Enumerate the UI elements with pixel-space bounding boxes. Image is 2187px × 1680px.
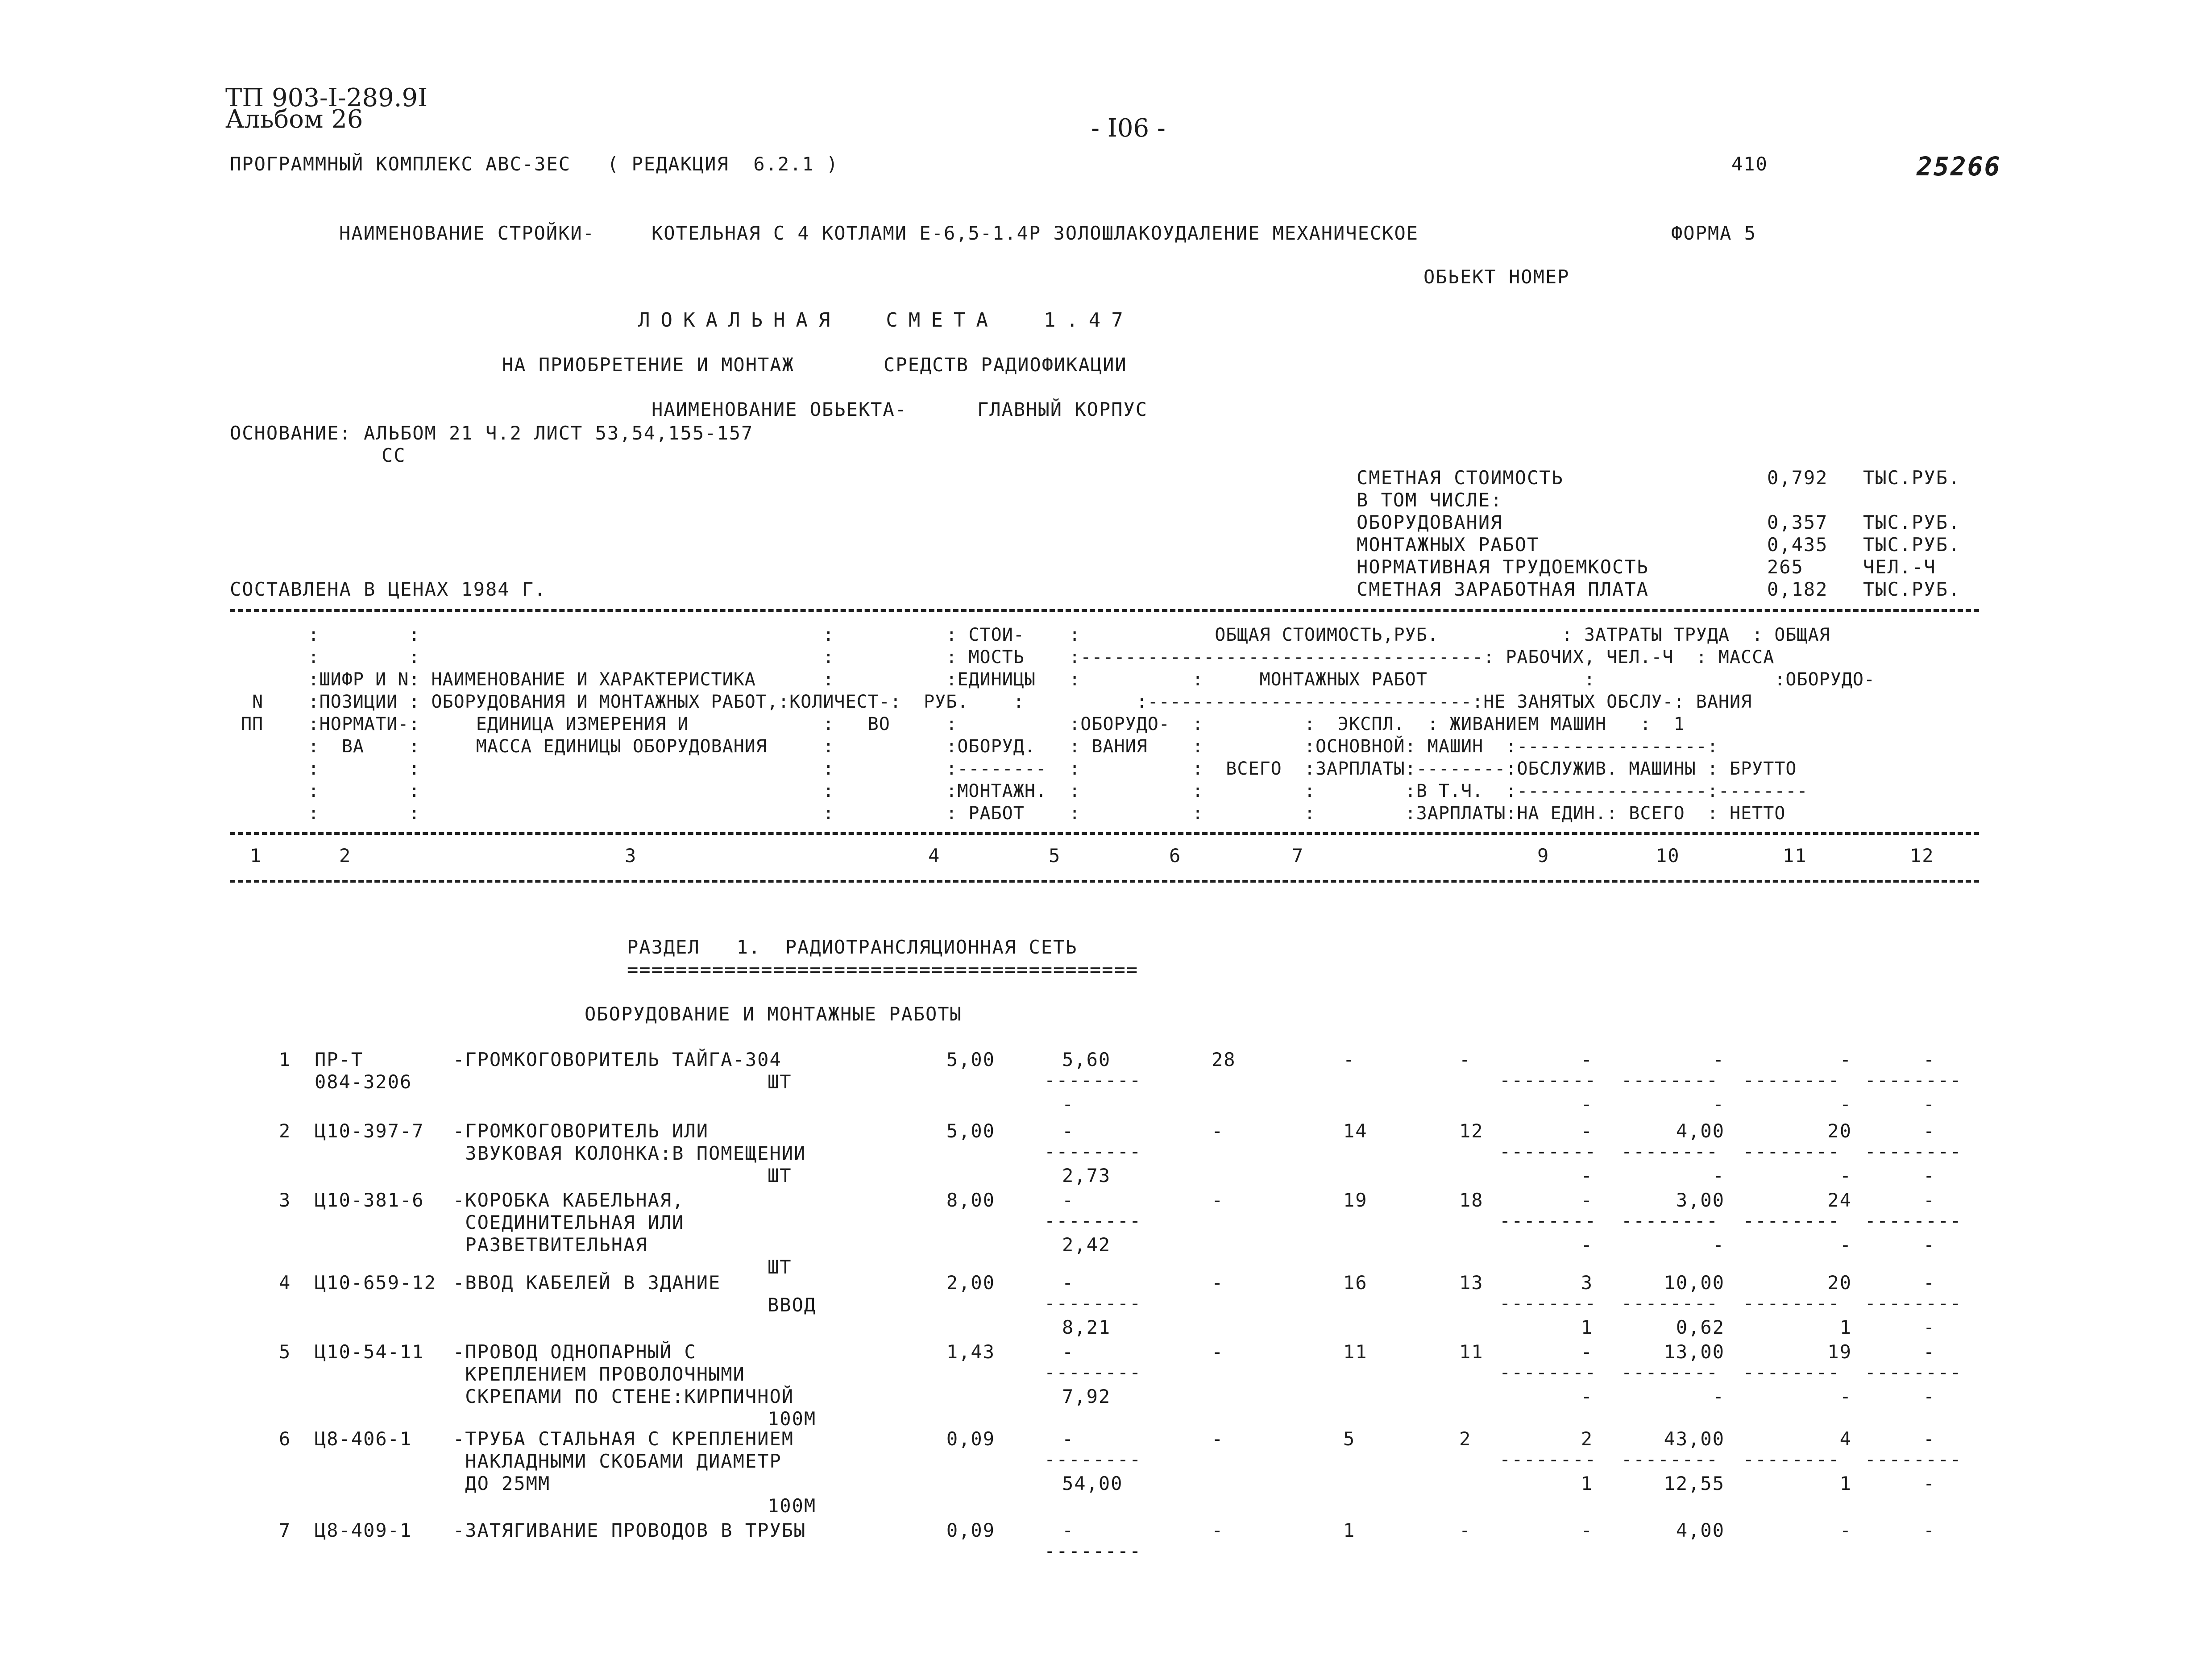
page-number: - I06 - (1091, 114, 1166, 143)
row-price-equipment: - (1062, 1341, 1075, 1363)
row-cost-equipment: - (1212, 1272, 1224, 1294)
row-quantity: 0,09 (946, 1519, 995, 1541)
column-number: 4 (928, 845, 941, 867)
row-code: Ц10-659-12 (315, 1272, 436, 1294)
row-total-2: - (1839, 1093, 1852, 1115)
estimate-row (0, 1519, 2187, 1680)
section-title: РАЗДЕЛ 1. РАДИОТРАНСЛЯЦИОННАЯ СЕТЬ (627, 936, 1078, 958)
object-number-label: ОБЬЕКТ НОМЕР (1423, 266, 1570, 288)
row-description: НАКЛАДНЫМИ СКОБАМИ ДИАМЕТР (453, 1450, 782, 1472)
section-underline: ========================================== (627, 958, 1139, 980)
row-total-2: 1 (1839, 1316, 1852, 1338)
labor-divider: -------- -------- -------- -------- (1499, 1448, 1962, 1470)
row-description: СКРЕПАМИ ПО СТЕНЕ:КИРПИЧНОЙ (453, 1385, 794, 1407)
column-number: 9 (1537, 845, 1550, 867)
row-description: ЗВУКОВАЯ КОЛОНКА:В ПОМЕЩЕНИИ (453, 1142, 806, 1164)
summary-label: СМЕТНАЯ СТОИМОСТЬ (1357, 467, 1564, 489)
row-description: РАЗВЕТВИТЕЛЬНАЯ (453, 1234, 648, 1256)
row-wage: - (1459, 1049, 1472, 1070)
header-mid-rule (230, 832, 1979, 835)
price-divider: -------- (1044, 1448, 1142, 1470)
row-cost-equipment: - (1212, 1519, 1224, 1541)
row-labor-total: 4 (1839, 1428, 1852, 1450)
row-quantity: 1,43 (946, 1341, 995, 1363)
row-machine-cost: - (1581, 1189, 1593, 1211)
row-machine-wage: - (1581, 1165, 1593, 1186)
row-code: Ц10-54-11 (315, 1341, 424, 1363)
object-name: ГЛАВНЫЙ КОРПУС (977, 398, 1148, 420)
row-machine-wage: - (1581, 1093, 1593, 1115)
prices-year: СОСТАВЛЕНА В ЦЕНАХ 1984 Г. (230, 578, 547, 600)
row-description: -ПРОВОД ОДНОПАРНЫЙ С (453, 1341, 697, 1363)
row-description: КРЕПЛЕНИЕМ ПРОВОЛОЧНЫМИ (453, 1363, 745, 1385)
table-header-line: : : : : РАБОТ : : : :ЗАРПЛАТЫ:НА ЕДИН.: ВСЕГО : НЕТТО (230, 803, 1786, 824)
row-description: -КОРОБКА КАБЕЛЬНАЯ, (453, 1189, 685, 1211)
row-mass: - (1923, 1189, 1936, 1211)
column-number: 10 (1656, 845, 1680, 867)
row-cost-equipment: - (1212, 1120, 1224, 1142)
row-machine-cost: 3 (1581, 1272, 1593, 1294)
table-header-line: N :ПОЗИЦИИ : ОБОРУДОВАНИЯ И МОНТАЖНЫХ РАБОТ,:КОЛИЧЕСТ-: РУБ. : :-----------------------------:НЕ ЗАНЯТЫХ ОБСЛУ-: ВАНИЯ (230, 692, 1752, 712)
document-title: ЛОКАЛЬНАЯ СМЕТА 1.47 (638, 309, 1134, 332)
construction-label: НАИМЕНОВАНИЕ СТРОЙКИ- (339, 222, 595, 244)
summary-label: В ТОМ ЧИСЛЕ: (1357, 489, 1503, 511)
row-cost-total: 19 (1343, 1189, 1368, 1211)
construction-name: КОТЕЛЬНАЯ С 4 КОТЛАМИ Е-6,5-1.4Р ЗОЛОШЛАКОУДАЛЕНИЕ МЕХАНИЧЕСКОЕ (652, 222, 1419, 244)
labor-divider: -------- -------- -------- -------- (1499, 1210, 1962, 1232)
column-number: 5 (1049, 845, 1061, 867)
row-unit: ШТ (768, 1165, 792, 1186)
row-number: 2 (279, 1120, 291, 1142)
row-mass: - (1923, 1341, 1936, 1363)
row-price-mount: 7,92 (1062, 1385, 1111, 1407)
row-code: Ц8-409-1 (315, 1519, 412, 1541)
row-number: 6 (279, 1428, 291, 1450)
row-price-mount: 8,21 (1062, 1316, 1111, 1338)
row-labor-unit: - (1712, 1049, 1725, 1070)
price-divider: -------- (1044, 1210, 1142, 1232)
row-unit-2: - (1712, 1234, 1725, 1256)
row-unit-2: - (1712, 1165, 1725, 1186)
table-header-line: : : : : МОСТЬ :------------------------------------: РАБОЧИХ, ЧЕЛ.-Ч : МАССА (230, 647, 1775, 668)
summary-unit: ТЫС.РУБ. (1863, 511, 1961, 533)
row-price-equipment: - (1062, 1519, 1075, 1541)
row-machine-wage: - (1581, 1385, 1593, 1407)
stamp-number: 25266 (1917, 151, 2001, 182)
labor-divider: -------- -------- -------- -------- (1499, 1292, 1962, 1314)
row-total-2: - (1839, 1385, 1852, 1407)
row-number: 3 (279, 1189, 291, 1211)
row-description: ДО 25ММ (453, 1473, 551, 1494)
row-mass: - (1923, 1519, 1936, 1541)
row-price-equipment: - (1062, 1272, 1075, 1294)
price-divider: -------- (1044, 1069, 1142, 1091)
row-machine-wage: 1 (1581, 1473, 1593, 1494)
column-number: 12 (1910, 845, 1934, 867)
table-header-line: : : : :МОНТАЖН. : : : :В Т.Ч. :-----------------:-------- (230, 781, 1808, 801)
row-quantity: 0,09 (946, 1428, 995, 1450)
row-code: Ц8-406-1 (315, 1428, 412, 1450)
row-unit-2: - (1712, 1385, 1725, 1407)
row-mass-2: - (1923, 1473, 1936, 1494)
row-labor-unit: 4,00 (1676, 1120, 1725, 1142)
row-mass-2: - (1923, 1165, 1936, 1186)
row-wage: 13 (1459, 1272, 1484, 1294)
row-unit: 100М (768, 1495, 817, 1517)
row-unit: ВВОД (768, 1294, 817, 1316)
row-labor-unit: 43,00 (1664, 1428, 1725, 1450)
row-labor-unit: 13,00 (1664, 1341, 1725, 1363)
row-mass: - (1923, 1272, 1936, 1294)
row-cost-total: 14 (1343, 1120, 1368, 1142)
basis-line: ОСНОВАНИЕ: АЛЬБОМ 21 Ч.2 ЛИСТ 53,54,155-157 (230, 422, 754, 444)
object-label: НАИМЕНОВАНИЕ ОБЬЕКТА- (652, 398, 908, 420)
row-labor-total: 19 (1827, 1341, 1852, 1363)
table-header-line: : : : :-------- : : ВСЕГО :ЗАРПЛАТЫ:--------:ОБСЛУЖИВ. МАШИНЫ : БРУТТО (230, 759, 1797, 779)
document-code: ТП 903-I-289.9I (225, 83, 428, 112)
row-cost-equipment: 28 (1212, 1049, 1236, 1070)
row-mass-2: - (1923, 1316, 1936, 1338)
row-code: Ц10-397-7 (315, 1120, 424, 1142)
program-line: ПРОГРАММНЫЙ КОМПЛЕКС АВС-3ЕС ( РЕДАКЦИЯ 6.2.1 ) (230, 153, 839, 175)
summary-unit: ЧЕЛ.-Ч (1863, 556, 1936, 578)
row-wage: 2 (1459, 1428, 1472, 1450)
column-number: 7 (1292, 845, 1304, 867)
row-labor-total: 20 (1827, 1272, 1852, 1294)
summary-label: МОНТАЖНЫХ РАБОТ (1357, 534, 1540, 556)
row-cost-total: 1 (1343, 1519, 1356, 1541)
row-code: ПР-Т (315, 1049, 364, 1070)
row-mass-2: - (1923, 1093, 1936, 1115)
row-labor-total: 20 (1827, 1120, 1852, 1142)
column-number: 3 (625, 845, 637, 867)
row-cost-equipment: - (1212, 1189, 1224, 1211)
price-divider: -------- (1044, 1540, 1142, 1562)
row-mass-2: - (1923, 1385, 1936, 1407)
summary-value: 265 (1767, 556, 1804, 578)
price-divider: -------- (1044, 1361, 1142, 1383)
section-subtitle: ОБОРУДОВАНИЕ И МОНТАЖНЫЕ РАБОТЫ (585, 1003, 962, 1025)
row-unit-2: - (1712, 1093, 1725, 1115)
row-mass: - (1923, 1120, 1936, 1142)
row-unit: 100М (768, 1408, 817, 1430)
row-labor-total: - (1839, 1049, 1852, 1070)
row-price-equipment: - (1062, 1120, 1075, 1142)
row-quantity: 5,00 (946, 1049, 995, 1070)
summary-value: 0,357 (1767, 511, 1828, 533)
row-description: СОЕДИНИТЕЛЬНАЯ ИЛИ (453, 1211, 685, 1233)
row-labor-total: 24 (1827, 1189, 1852, 1211)
row-total-2: 1 (1839, 1473, 1852, 1494)
table-header-line: : : : : СТОИ- : ОБЩАЯ СТОИМОСТЬ,РУБ. : ЗАТРАТЫ ТРУДА : ОБЩАЯ (230, 625, 1830, 645)
summary-value: 0,435 (1767, 534, 1828, 556)
summary-label: ОБОРУДОВАНИЯ (1357, 511, 1503, 533)
row-total-2: - (1839, 1165, 1852, 1186)
column-number: 1 (250, 845, 262, 867)
row-description: -ГРОМКОГОВОРИТЕЛЬ ИЛИ (453, 1120, 709, 1142)
row-number: 5 (279, 1341, 291, 1363)
row-unit: ШТ (768, 1256, 792, 1278)
price-divider: -------- (1044, 1141, 1142, 1162)
row-machine-cost: - (1581, 1519, 1593, 1541)
row-cost-total: - (1343, 1049, 1356, 1070)
labor-divider: -------- -------- -------- -------- (1499, 1141, 1962, 1162)
row-cost-total: 16 (1343, 1272, 1368, 1294)
summary-unit: ТЫС.РУБ. (1863, 534, 1961, 556)
row-price-mount: - (1062, 1093, 1075, 1115)
row-description: -ЗАТЯГИВАНИЕ ПРОВОДОВ В ТРУБЫ (453, 1519, 806, 1541)
row-number: 1 (279, 1049, 291, 1070)
row-description: -ГРОМКОГОВОРИТЕЛЬ ТАЙГА-304 (453, 1049, 782, 1070)
price-divider: -------- (1044, 1292, 1142, 1314)
row-machine-cost: 2 (1581, 1428, 1593, 1450)
column-number: 6 (1169, 845, 1182, 867)
form-label: ФОРМА 5 (1671, 222, 1757, 244)
row-machine-cost: - (1581, 1120, 1593, 1142)
program-code: 410 (1731, 153, 1768, 175)
row-wage: 11 (1459, 1341, 1484, 1363)
header-top-rule (230, 609, 1979, 612)
row-unit-2: 0,62 (1676, 1316, 1725, 1338)
row-unit: ШТ (768, 1071, 792, 1093)
album-number: Альбом 26 (225, 105, 363, 134)
labor-divider: -------- -------- -------- -------- (1499, 1361, 1962, 1383)
row-code-extra: 084-3206 (315, 1071, 412, 1093)
row-cost-total: 11 (1343, 1341, 1368, 1363)
column-number: 2 (339, 845, 352, 867)
table-header-line: : ВА : МАССА ЕДИНИЦЫ ОБОРУДОВАНИЯ : :ОБОРУД. : ВАНИЯ : :ОСНОВНОЙ: МАШИН :-----------------: (230, 736, 1718, 757)
row-cost-equipment: - (1212, 1428, 1224, 1450)
row-wage: 18 (1459, 1189, 1484, 1211)
row-quantity: 2,00 (946, 1272, 995, 1294)
row-machine-cost: - (1581, 1341, 1593, 1363)
row-machine-wage: - (1581, 1234, 1593, 1256)
row-description: -ВВОД КАБЕЛЕЙ В ЗДАНИЕ (453, 1272, 721, 1294)
row-description: -ТРУБА СТАЛЬНАЯ С КРЕПЛЕНИЕМ (453, 1428, 794, 1450)
basis-continuation: СС (382, 444, 406, 466)
table-header-line: :ШИФР И N: НАИМЕНОВАНИЕ И ХАРАКТЕРИСТИКА : :ЕДИНИЦЫ : : МОНТАЖНЫХ РАБОТ : :ОБОРУДО- (230, 669, 1876, 690)
row-labor-total: - (1839, 1519, 1852, 1541)
row-mass: - (1923, 1428, 1936, 1450)
row-price-equipment: - (1062, 1189, 1075, 1211)
summary-unit: ТЫС.РУБ. (1863, 467, 1961, 489)
row-number: 7 (279, 1519, 291, 1541)
row-price-equipment: - (1062, 1428, 1075, 1450)
row-unit-2: 12,55 (1664, 1473, 1725, 1494)
labor-divider: -------- -------- -------- -------- (1499, 1069, 1962, 1091)
row-price-mount: 2,73 (1062, 1165, 1111, 1186)
summary-label: СМЕТНАЯ ЗАРАБОТНАЯ ПЛАТА (1357, 578, 1649, 600)
row-mass-2: - (1923, 1234, 1936, 1256)
row-quantity: 8,00 (946, 1189, 995, 1211)
row-price-mount: 54,00 (1062, 1473, 1123, 1494)
summary-value: 0,792 (1767, 467, 1828, 489)
row-machine-cost: - (1581, 1049, 1593, 1070)
row-wage: - (1459, 1519, 1472, 1541)
summary-unit: ТЫС.РУБ. (1863, 578, 1961, 600)
summary-value: 0,182 (1767, 578, 1828, 600)
row-machine-wage: 1 (1581, 1316, 1593, 1338)
table-header-line: ПП :НОРМАТИ-: ЕДИНИЦА ИЗМЕРЕНИЯ И : ВО : :ОБОРУДО- : : ЭКСПЛ. : ЖИВАНИЕМ МАШИН : 1 (230, 714, 1685, 734)
row-price-mount: 2,42 (1062, 1234, 1111, 1256)
row-cost-total: 5 (1343, 1428, 1356, 1450)
row-labor-unit: 3,00 (1676, 1189, 1725, 1211)
subtitle-acquisition: НА ПРИОБРЕТЕНИЕ И МОНТАЖ (502, 354, 794, 376)
header-bottom-rule (230, 880, 1979, 883)
row-total-2: - (1839, 1234, 1852, 1256)
row-quantity: 5,00 (946, 1120, 995, 1142)
row-number: 4 (279, 1272, 291, 1294)
row-labor-unit: 4,00 (1676, 1519, 1725, 1541)
column-number: 11 (1783, 845, 1807, 867)
row-mass: - (1923, 1049, 1936, 1070)
row-cost-equipment: - (1212, 1341, 1224, 1363)
subtitle-radio: СРЕДСТВ РАДИОФИКАЦИИ (884, 354, 1127, 376)
row-code: Ц10-381-6 (315, 1189, 424, 1211)
row-wage: 12 (1459, 1120, 1484, 1142)
row-labor-unit: 10,00 (1664, 1272, 1725, 1294)
summary-label: НОРМАТИВНАЯ ТРУДОЕМКОСТЬ (1357, 556, 1649, 578)
row-price-equipment: 5,60 (1062, 1049, 1111, 1070)
